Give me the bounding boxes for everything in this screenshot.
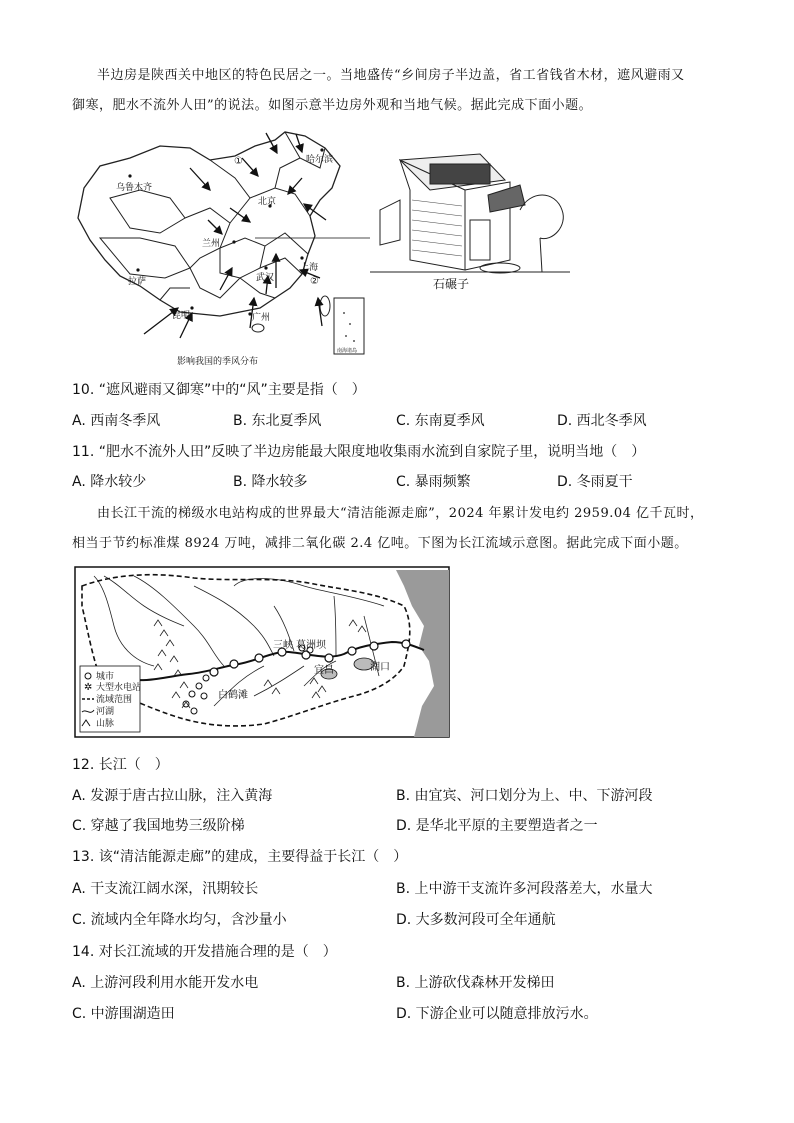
q10-option-d[interactable]: D. 西北冬季风 (557, 413, 647, 429)
figure1-caption: 影响我国的季风分布 (177, 357, 259, 367)
question-14-stem: 14. 对长江流域的开发措施合理的是（ ） (72, 944, 337, 960)
q11-option-d[interactable]: D. 冬雨夏干 (557, 474, 633, 490)
city-beijing: 北京 (258, 197, 277, 207)
city-shanghai: 上海 (300, 263, 319, 273)
q10-option-b[interactable]: B. 东北夏季风 (233, 413, 322, 429)
question-12-stem: 12. 长江（ ） (72, 757, 169, 773)
label-sanxia: 三峡 (273, 640, 293, 651)
city-harbin: 哈尔滨 (306, 155, 334, 165)
q13-option-c[interactable]: C. 流域内全年降水均匀，含沙量小 (72, 912, 287, 928)
q12-option-b[interactable]: B. 由宜宾、河口划分为上、中、下游河段 (396, 788, 653, 804)
inset-label: 南海诸岛 (337, 348, 358, 354)
q13-option-a[interactable]: A. 干支流江阔水深，汛期较长 (72, 881, 259, 897)
city-lhasa: 拉萨 (128, 277, 147, 287)
marker-2: ② (310, 276, 319, 287)
legend-hydro-icon: ✲ (84, 682, 93, 693)
q12-option-c[interactable]: C. 穿越了我国地势三级阶梯 (72, 818, 245, 834)
city-lanzhou: 兰州 (202, 239, 221, 249)
q11-option-c[interactable]: C. 暴雨频繁 (396, 474, 471, 490)
stone-roller-label: 石碾子 (433, 277, 470, 291)
q13-option-b[interactable]: B. 上中游干支流许多河段落差大，水量大 (396, 881, 653, 897)
q13-option-d[interactable]: D. 大多数河段可全年通航 (396, 912, 556, 928)
q10-option-c[interactable]: C. 东南夏季风 (396, 413, 485, 429)
city-wuhan: 武汉 (256, 273, 275, 283)
label-gezhouba: 葛洲坝 (296, 640, 326, 651)
yangtze-basin-map (74, 566, 450, 738)
label-hukou: 湖口 (370, 662, 390, 673)
monsoon-map (70, 128, 370, 358)
q12-option-d[interactable]: D. 是华北平原的主要塑造者之一 (396, 818, 598, 834)
legend-basin: 流域范围 (96, 695, 133, 705)
question-13-stem: 13. 该“清洁能源走廊”的建成，主要得益于长江（ ） (72, 849, 408, 865)
legend-city: 城市 (96, 672, 115, 682)
q14-option-b[interactable]: B. 上游砍伐森林开发梯田 (396, 975, 555, 991)
city-guangzhou: 广州 (252, 313, 271, 323)
city-kunming: 昆明 (172, 311, 191, 321)
legend-rivers: 河湖 (96, 707, 115, 717)
label-baihetan: 白鹤滩 (218, 690, 248, 701)
q11-option-b[interactable]: B. 降水较多 (233, 474, 308, 490)
passage2-line1: 由长江干流的梯级水电站构成的世界最大“清洁能源走廊”，2024 年累计发电约 2959.04 亿千瓦时， (97, 506, 704, 521)
city-urumqi: 乌鲁木齐 (116, 183, 153, 193)
legend-hydropower: 大型水电站 (96, 683, 142, 693)
half-house-illustration (370, 150, 570, 280)
passage1-line1: 半边房是陕西关中地区的特色民居之一。当地盛传“乡间房子半边盖，省工省钱省木材，遮风避雨又 (97, 68, 685, 83)
q12-option-a[interactable]: A. 发源于唐古拉山脉，注入黄海 (72, 788, 273, 804)
passage1-line2: 御寒，肥水不流外人田”的说法。如图示意半边房外观和当地气候。据此完成下面小题。 (72, 98, 593, 113)
marker-1: ① (234, 156, 243, 167)
label-yichang: 宜昌 (314, 665, 334, 676)
passage2-line2: 相当于节约标准煤 8924 万吨，减排二氧化碳 2.4 亿吨。下图为长江流域示意图。据此完成下面小题。 (72, 536, 688, 551)
q10-option-a[interactable]: A. 西南冬季风 (72, 413, 161, 429)
q14-option-d[interactable]: D. 下游企业可以随意排放污水。 (396, 1006, 598, 1022)
question-10-stem: 10. “遮风避雨又御寒”中的“风”主要是指（ ） (72, 382, 366, 398)
question-11-stem: 11. “肥水不流外人田”反映了半边房能最大限度地收集雨水流到自家院子里，说明当地（ ） (72, 444, 646, 460)
legend-mountains: 山脉 (96, 719, 115, 729)
q14-option-c[interactable]: C. 中游围湖造田 (72, 1006, 175, 1022)
q11-option-a[interactable]: A. 降水较少 (72, 474, 147, 490)
q14-option-a[interactable]: A. 上游河段利用水能开发水电 (72, 975, 259, 991)
